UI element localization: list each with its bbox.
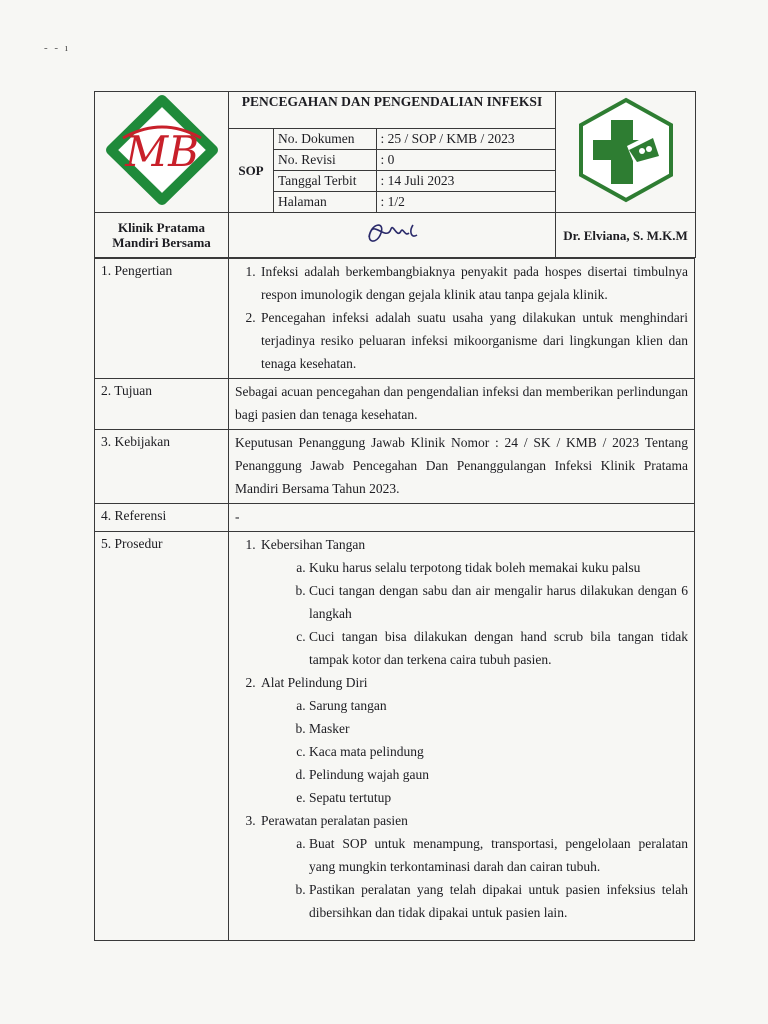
scan-mark: - - ı bbox=[44, 42, 70, 54]
sub-item: e. Sepatu tertutup bbox=[309, 786, 688, 809]
step-title: Perawatan peralatan pasien bbox=[261, 813, 408, 828]
referensi-text: - bbox=[229, 504, 695, 532]
sub-item: a. Sarung tangan bbox=[309, 694, 688, 717]
meta-label: Halaman bbox=[274, 192, 376, 213]
list-item: 1. Infeksi adalah berkembangbiaknya penyakit pada hospes disertai timbulnya respon imunologik dengan gejala klinik atau tanpa gejala klinik. bbox=[259, 260, 688, 306]
prosedur-list bbox=[235, 533, 688, 924]
kebijakan-text: Keputusan Penanggung Jawab Klinik Nomor : 24 / SK / KMB / 2023 Tentang Penanggung Jawab Pencegahan Dan Penanggulangan Infeksi Klinik Pratama Mandiri Bersama Tahun 2023. bbox=[229, 430, 695, 504]
step-title: Alat Pelindung Diri bbox=[261, 675, 368, 690]
sub-item: c. Cuci tangan bisa dilakukan dengan hand scrub bila tangan tidak tampak kotor dan terkena caira tubuh pasien. bbox=[309, 625, 688, 671]
signer-name: Dr. Elviana, S. M.K.M bbox=[556, 213, 696, 258]
meta-row-tanggal bbox=[274, 171, 555, 192]
sub-item: b. Masker bbox=[309, 717, 688, 740]
meta-row-revisi bbox=[274, 150, 555, 171]
list-item: 2. Pencegahan infeksi adalah suatu usaha yang dilakukan untuk menghindari terjadinya resiko peluaran infeksi mikoorganisme dari lingkungan klien dan tenaga kesehatan. bbox=[259, 306, 688, 375]
content-table bbox=[94, 258, 695, 941]
meta-label: Tanggal Terbit bbox=[274, 171, 376, 192]
section-label: 2. Tujuan bbox=[95, 379, 229, 430]
pengertian-list bbox=[235, 260, 688, 375]
section-label: 4. Referensi bbox=[95, 504, 229, 532]
sub-item: b. Cuci tangan dengan sabu dan air mengalir harus dilakukan dengan 6 langkah bbox=[309, 579, 688, 625]
meta-row-halaman bbox=[274, 192, 555, 213]
section-referensi bbox=[95, 504, 695, 532]
meta-value: : 25 / SOP / KMB / 2023 bbox=[376, 129, 555, 150]
procedure-step bbox=[259, 533, 688, 671]
procedure-step bbox=[259, 671, 688, 809]
section-label: 5. Prosedur bbox=[95, 532, 229, 941]
meta-value: : 1/2 bbox=[376, 192, 555, 213]
signature bbox=[229, 213, 556, 258]
health-cross-logo bbox=[556, 92, 696, 213]
sub-item: c. Kaca mata pelindung bbox=[309, 740, 688, 763]
clinic-name: Klinik Pratama Mandiri Bersama bbox=[95, 213, 229, 258]
sub-item: a. Buat SOP untuk menampung, transportasi, pengelolaan peralatan yang mungkin terkontaminasi darah dan cairan tubuh. bbox=[309, 832, 688, 878]
document-title: PENCEGAHAN DAN PENGENDALIAN INFEKSI bbox=[229, 92, 556, 129]
procedure-step bbox=[259, 809, 688, 924]
section-label: 3. Kebijakan bbox=[95, 430, 229, 504]
sop-label: SOP bbox=[229, 129, 274, 213]
sub-item: a. Kuku harus selalu terpotong tidak boleh memakai kuku palsu bbox=[309, 556, 688, 579]
section-label: 1. Pengertian bbox=[95, 259, 229, 379]
section-kebijakan bbox=[95, 430, 695, 504]
logo-monogram: MB bbox=[124, 126, 199, 176]
sop-document bbox=[94, 91, 695, 941]
meta-value: : 14 Juli 2023 bbox=[376, 171, 555, 192]
meta-info bbox=[274, 129, 556, 213]
tujuan-text: Sebagai acuan pencegahan dan pengendalian infeksi dan memberikan perlindungan bagi pasien dan tenaga kesehatan. bbox=[229, 379, 695, 430]
meta-label: No. Revisi bbox=[274, 150, 376, 171]
section-prosedur bbox=[95, 532, 695, 941]
meta-row-dokumen bbox=[274, 129, 555, 150]
header-table bbox=[94, 91, 696, 258]
sub-item: d. Pelindung wajah gaun bbox=[309, 763, 688, 786]
clinic-logo bbox=[95, 92, 229, 213]
meta-label: No. Dokumen bbox=[274, 129, 376, 150]
sub-item: b. Pastikan peralatan yang telah dipakai untuk pasien infeksius telah dibersihkan dan tidak dipakai untuk pasien lain. bbox=[309, 878, 688, 924]
section-tujuan bbox=[95, 379, 695, 430]
section-pengertian bbox=[95, 259, 695, 379]
step-title: Kebersihan Tangan bbox=[261, 537, 366, 552]
meta-value: : 0 bbox=[376, 150, 555, 171]
